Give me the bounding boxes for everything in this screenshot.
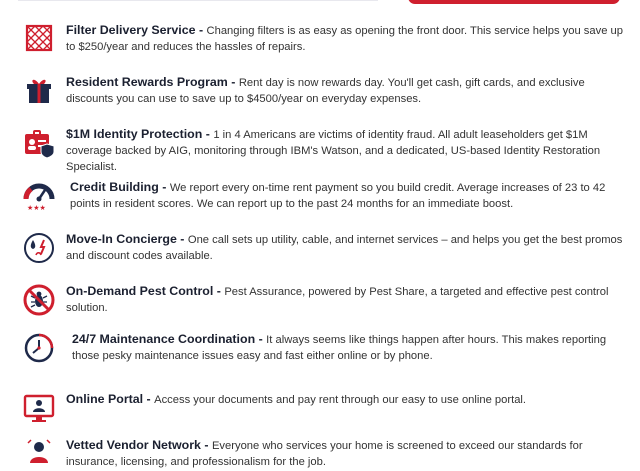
- header-banner: [408, 0, 620, 4]
- benefit-title: Credit Building: [70, 180, 159, 194]
- benefit-title: Filter Delivery Service: [66, 23, 196, 37]
- benefit-title: 24/7 Maintenance Coordination: [72, 332, 256, 346]
- benefit-description: Changing filters is as easy as opening the front door. This service helps you save up to $250/year and reduces the hassles of repairs.: [66, 25, 623, 53]
- utilities-icon: [22, 231, 56, 265]
- benefit-description: We report every on-time rent payment so you build credit. Average increases of 23 to 42 points in resident scores. We can report up to the past 24 months for an immediate boost.: [70, 182, 606, 210]
- benefit-title: Resident Rewards Program: [66, 75, 228, 89]
- benefit-description: 1 in 4 Americans are victims of identity fraud. All adult leaseholders get $1M coverage backed by AIG, monitoring through IBM's Watson, and a dedicated, US-based Identity Restoration Specialist.: [66, 129, 601, 173]
- benefit-description: Everyone who services your home is screened to exceed our standards for insurance, licensing, and professionalism for the job.: [66, 440, 583, 468]
- credit-gauge-icon: [22, 179, 56, 213]
- benefit-title: $1M Identity Protection: [66, 127, 203, 141]
- identity-card-icon: [22, 126, 56, 160]
- header-band: [0, 0, 640, 4]
- monitor-user-icon: [22, 391, 56, 425]
- header-fragment: [18, 0, 378, 1]
- svg-text:★★★: ★★★: [27, 204, 46, 212]
- benefit-description: Pest Assurance, powered by Pest Share, a targeted and effective pest control solution.: [66, 286, 609, 314]
- benefit-description: Rent day is now rewards day. You'll get cash, gift cards, and exclusive discounts you can use to save up to $4500/year on everyday expenses.: [66, 77, 585, 105]
- vetted-vendor-icon: [22, 437, 56, 471]
- benefit-title: Move-In Concierge: [66, 232, 177, 246]
- gift-box-icon: [22, 74, 56, 108]
- filter-grid-icon: [22, 22, 56, 56]
- no-pest-icon: [22, 283, 56, 317]
- benefit-description: Access your documents and pay rent through our easy to use online portal.: [154, 394, 527, 406]
- benefit-title: Vetted Vendor Network: [66, 438, 201, 452]
- benefit-description: It always seems like things happen after hours. This makes reporting those pesky maintenance issues easy and fast either online or by phone.: [72, 334, 607, 362]
- benefit-title: On-Demand Pest Control: [66, 284, 214, 298]
- benefit-title: Online Portal: [66, 392, 144, 406]
- benefit-description: One call sets up utility, cable, and internet services – and helps you get the best promos and discount codes available.: [66, 234, 623, 262]
- clock-icon: [22, 331, 56, 365]
